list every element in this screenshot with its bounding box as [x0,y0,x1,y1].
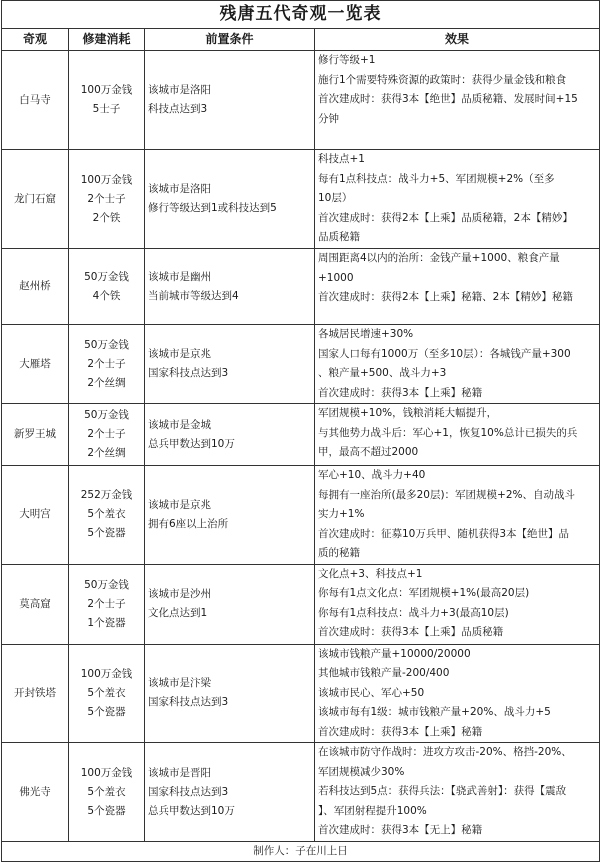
wonder-name: 新罗王城 [2,404,69,466]
table-row [2,51,600,150]
effect-line: 该城市每有1级：城市钱粮产量+20%、战斗力+5 [318,706,551,718]
header-row [2,29,600,51]
prerequisites [145,249,315,325]
prerequisites [145,466,315,565]
page-title: 残唐五代奇观一览表 [2,1,600,29]
table-row [2,466,600,565]
cost-line: 2个士子 [87,357,126,370]
wonder-name: 赵州桥 [2,249,69,325]
prerequisites [145,150,315,249]
effect-line: 该城市民心、军心+50 [318,686,425,699]
prerequisites [145,404,315,466]
cost-line: 5个瓷器 [87,705,126,718]
prerequisites [145,564,315,644]
build-cost [69,51,145,150]
condition-line: 总兵甲数达到10万 [148,804,235,817]
condition-line: 国家科技点达到3 [148,696,229,709]
table-row [2,249,600,325]
condition-line: 该城市是幽州 [148,270,211,283]
condition-line: 国家科技点达到3 [148,367,229,379]
build-cost [69,404,145,466]
cost-line: 5个羞衣 [87,785,126,798]
effect-line: 、粮产量+500、战斗力+3 [318,367,447,379]
cost-line: 2个士子 [87,428,126,440]
table-row [2,743,600,842]
effects [315,150,600,249]
effect-line: 质的秘籍 [318,547,360,559]
cost-line: 252万金钱 [80,489,133,502]
condition-line: 当前城市等级达到4 [148,289,239,302]
cost-line: 5个瓷器 [87,804,126,817]
cost-line: 2个铁 [92,211,121,224]
build-cost [69,564,145,644]
header-cost: 修建消耗 [69,29,145,51]
wonder-name: 大雁塔 [2,325,69,404]
effect-line: 首次建成时：获得3本【无上】秘籍 [318,824,483,836]
cost-line: 100万金钱 [80,766,133,779]
cost-line: 50万金钱 [84,338,129,351]
cost-line: 5士子 [92,103,121,115]
effect-line: 品质秘籍 [318,231,360,243]
cost-line: 50万金钱 [84,270,129,283]
effect-line: 首次建成时：获得2本【上乘】秘籍、2本【精妙】秘籍 [318,291,573,303]
effect-line: +1000 [318,271,354,284]
effect-line: 该城市钱粮产量+10000/20000 [318,647,471,660]
effect-line: 国家人口每有1000万（至多10层）：各城钱产量+300 [318,347,571,360]
effects [315,325,600,404]
condition-line: 拥有6座以上治所 [148,517,229,530]
effect-line: 首次建成时：获得3本【上乘】品质秘籍 [318,626,504,638]
author-credit: 制作人：子在川上日 [2,842,600,862]
cost-line: 5个羞衣 [87,686,126,699]
effect-line: 军团规模+10%，钱粮消耗大幅提升， [318,407,498,419]
header-conditions: 前置条件 [145,29,315,51]
effect-line: 首次建成时：获得3本【绝世】品质秘籍、发展时间+15 [318,93,578,105]
effect-line: 其他城市钱粮产量-200/400 [318,667,450,679]
effect-line: 10层） [318,192,353,204]
effect-line: 周围距离4以内的治所：金钱产量+1000、粮食产量 [318,252,560,264]
effect-line: 首次建成时：获得2本【上乘】品质秘籍，2本【精妙】 [318,211,573,224]
effect-line: 若科技达到5点：获得兵法：【骁武善射】：获得【震敌 [318,785,567,797]
wonder-name: 大明宫 [2,466,69,565]
wonder-name: 龙门石窟 [2,150,69,249]
effect-line: 军团规模减少30% [318,765,405,778]
effects [315,249,600,325]
effect-line: 与其他势力战斗后：军心+1，恢复10%总计已损失的兵 [318,426,578,439]
header-effects: 效果 [315,29,600,51]
wonder-name: 佛光寺 [2,743,69,842]
effect-line: 修行等级+1 [318,54,376,66]
table-row [2,644,600,743]
effect-line: 施行1个需要特殊资源的政策时：获得少量金钱和粮食 [318,73,567,86]
effect-line: 首次建成时：获得3本【上乘】秘籍 [318,386,483,399]
prerequisites [145,743,315,842]
effect-line: 每有1点科技点：战斗力+5、军团规模+2%（至多 [318,172,555,185]
condition-line: 科技点达到3 [148,103,208,115]
cost-line: 4个铁 [92,289,121,302]
effect-line: 实力+1% [318,508,365,520]
condition-line: 该城市是金城 [148,418,211,431]
effect-line: 首次建成时：征募10万兵甲、随机获得3本【绝世】品 [318,527,570,540]
effect-line: 首次建成时：获得3本【上乘】秘籍 [318,725,483,738]
effect-line: 军心+10、战斗力+40 [318,469,426,481]
header-wonder: 奇观 [2,29,69,51]
condition-line: 该城市是京兆 [148,348,211,360]
wonder-name: 莫高窟 [2,564,69,644]
prerequisites [145,51,315,150]
prerequisites [145,644,315,743]
build-cost [69,743,145,842]
condition-line: 文化点达到1 [148,607,208,619]
cost-line: 2个丝绸 [87,376,126,389]
cost-line: 100万金钱 [80,84,133,96]
cost-line: 100万金钱 [80,173,133,186]
condition-line: 该城市是洛阳 [148,183,211,195]
condition-line: 该城市是京兆 [148,498,211,511]
footer-row [2,842,600,862]
effects [315,466,600,565]
table-row [2,325,600,404]
build-cost [69,325,145,404]
table-row [2,404,600,466]
effects [315,51,600,150]
wonder-name: 开封铁塔 [2,644,69,743]
cost-line: 2个士子 [87,597,126,610]
prerequisites [145,325,315,404]
condition-line: 该城市是沙州 [148,588,211,600]
wonder-name: 白马寺 [2,51,69,150]
effects [315,564,600,644]
condition-line: 该城市是晋阳 [148,766,211,779]
table-row [2,150,600,249]
build-cost [69,644,145,743]
condition-line: 修行等级达到1或科技达到5 [148,202,277,214]
build-cost [69,249,145,325]
cost-line: 5个瓷器 [87,527,126,540]
condition-line: 总兵甲数达到10万 [148,437,235,450]
cost-line: 1个瓷器 [87,616,126,629]
effect-line: 在该城市防守作战时：进攻方攻击-20%、格挡-20%、 [318,746,572,758]
cost-line: 50万金钱 [84,409,129,421]
condition-line: 该城市是汴梁 [148,677,211,690]
effect-line: 你每有1点文化点：军团规模+1%(最高20层) [318,587,530,599]
cost-line: 2个丝绸 [87,447,126,459]
build-cost [69,466,145,565]
effect-line: 你每有1点科技点：战斗力+3(最高10层) [318,606,509,619]
effect-line: 文化点+3、科技点+1 [318,567,423,580]
cost-line: 100万金钱 [80,667,133,680]
effects [315,644,600,743]
condition-line: 国家科技点达到3 [148,785,229,798]
effects [315,404,600,466]
cost-line: 5个羞衣 [87,508,126,521]
effect-line: 甲，最高不超过2000 [318,446,419,458]
effects [315,743,600,842]
effect-line: 科技点+1 [318,153,365,165]
effect-line: 】、军团射程提升100% [318,804,427,817]
build-cost [69,150,145,249]
effect-line: 分钟 [318,112,339,125]
condition-line: 该城市是洛阳 [148,84,211,96]
cost-line: 50万金钱 [84,578,129,591]
wonders-table [1,0,600,862]
effect-line: 每拥有一座治所(最多20层)：军团规模+2%、自动战斗 [318,488,576,501]
effect-line: 各城居民增速+30% [318,328,414,340]
cost-line: 2个士子 [87,192,126,205]
table-row [2,564,600,644]
